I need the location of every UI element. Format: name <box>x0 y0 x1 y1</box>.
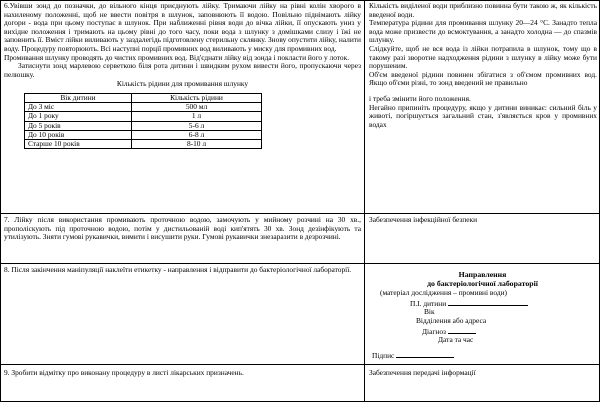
form-field-department: Відділення або адреса <box>416 316 487 325</box>
note-stop: Негайно припиніть процедуру, якщо у дитини виникає: сильний біль у животі, погіршується загальний стан, з'являється кров у промивних водах <box>369 102 597 129</box>
table-cell-amount: 8-10 л <box>132 139 262 148</box>
step-7-cell <box>4 216 361 262</box>
table-cell-age: До 1 року <box>25 112 132 121</box>
form-title-2: до бактеріологічної лабораторії <box>427 279 538 288</box>
form-signature <box>372 350 454 361</box>
step-7-note: Забезпечення інфекційної безпеки <box>369 216 478 224</box>
form-field-datetime: Дата та час <box>438 335 474 344</box>
form-field-age: Вік <box>424 307 435 316</box>
fluid-table <box>24 93 262 149</box>
table-cell-age: До 5 років <box>25 121 132 130</box>
table-row <box>25 112 262 121</box>
table-cell-amount: 1 л <box>132 112 262 121</box>
row-divider-1 <box>0 213 600 214</box>
step-8-text: 8. Після закінчення маніпуляції наклеїти етикетку - направлення і відправити до бактеріологічної лабораторії. <box>4 266 352 274</box>
table-caption: Кількість рідини для промивання шлунку <box>116 79 249 89</box>
table-row <box>25 139 262 148</box>
table-row <box>25 121 262 130</box>
note-volume: Об'єм введеної рідини повинен збігатися з об'ємом промивних вод. Якщо об'єми різні, то зонд введений не правильно <box>369 69 597 88</box>
step-6-text-3: Затиснути зонд марлевою серветкою біля рота дитини і швидким рухом вивести його, пропускаючи через пелюшку. <box>4 61 361 79</box>
table-cell-age: До 3 міс <box>25 103 132 112</box>
step-9-notes-cell <box>369 369 597 399</box>
table-cell-age: До 10 років <box>25 130 132 139</box>
form-field-diagnosis-label: Діагноз <box>422 327 446 336</box>
row-divider-3 <box>0 364 600 365</box>
note-temperature: Температура рідини для промивання шлунку 20—24 °С. Занадто тепла вода може призвести до всмоктування, а занадто холодна — до спазмів шлунку. <box>369 18 597 45</box>
step-8-cell <box>4 266 361 362</box>
note-position: і треба змінити його положення. <box>369 93 471 103</box>
table-header-row <box>25 93 262 102</box>
form-field-name-label: П.І. дитини <box>410 299 447 308</box>
form-subtitle: (матеріал дослідження – промивні води) <box>380 288 508 297</box>
row-divider-2 <box>0 263 600 264</box>
note-funnel: Слідкуйте, щоб не вся вода із лійки потрапила в шлунок, тому що в такому разі зворотне надходження рідини з шлунку в лійку може бути порушеним. <box>369 43 597 71</box>
step-7-notes-cell <box>369 216 597 262</box>
step-9-text: 9. Зробити відмітку про виконану процедуру в листі лікарських призначень. <box>4 369 244 377</box>
step-9-note: Забезпечення передачі інформації <box>369 369 476 377</box>
table-row <box>25 103 262 112</box>
step-6-text: 6.Увівши зонд до позначки, до вільного кінця приєднують лійку. Тримаючи лійку на рівні колін хворого в нахиленому положенні, щоб не ввести повітря в шлунок, заповнюють її водою. Повільно піднімають лійку догори - вода при цьому поступає в шлунок. При наближенні рівня води до вічка лійки, її опускають униз у вихідне положення і тримають на цьому рівні до того часу, поки вода з шлунку з домішками слизу і їжі не заповнить її. Вміст лійки виливають у заздалегідь підготовлену стерильну склянку. Знову опустити лійку, налити воду. Процедуру повторюють. Всі наступні порції промивних вод виливають у миску для промивних вод. <box>4 2 361 53</box>
form-title: Направлення <box>458 270 507 279</box>
form-signature-label: Підпис <box>372 351 395 360</box>
table-header-amount: Кількість рідини <box>132 93 262 102</box>
table-cell-amount: 500 мл <box>132 103 262 112</box>
column-divider <box>364 0 365 402</box>
table-cell-amount: 6-8 л <box>132 130 262 139</box>
step-6-notes-cell <box>369 2 597 212</box>
step-7-text: 7. Лійку після використання промивають проточною водою, замочують у мийному розчині на 30 хв., прополіскують під проточною водою, потім у дистильованій воді кип'ятять 30 хв. Зонд дезінфікують та утилізують. Зняти гумові рукавички, вимити і висушити руки. Гумові рукавички знезаразити в дезрозчині. <box>4 216 361 242</box>
referral-form <box>366 266 599 363</box>
step-6-cell <box>4 2 361 212</box>
step-9-cell <box>4 369 361 399</box>
table-cell-amount: 5-6 л <box>132 121 262 130</box>
table-header-age: Вік дитини <box>25 93 132 102</box>
step-6-text-2: Промивання шлунку проводять до чистих промивних вод. Від'єднати лійку від зонда і покласти його у лоток. <box>4 52 350 62</box>
table-cell-age: Старше 10 років <box>25 139 132 148</box>
note-amount: Кількість виділеної води приблизно повинна бути такою ж, як кількість введеної води. <box>369 2 597 19</box>
